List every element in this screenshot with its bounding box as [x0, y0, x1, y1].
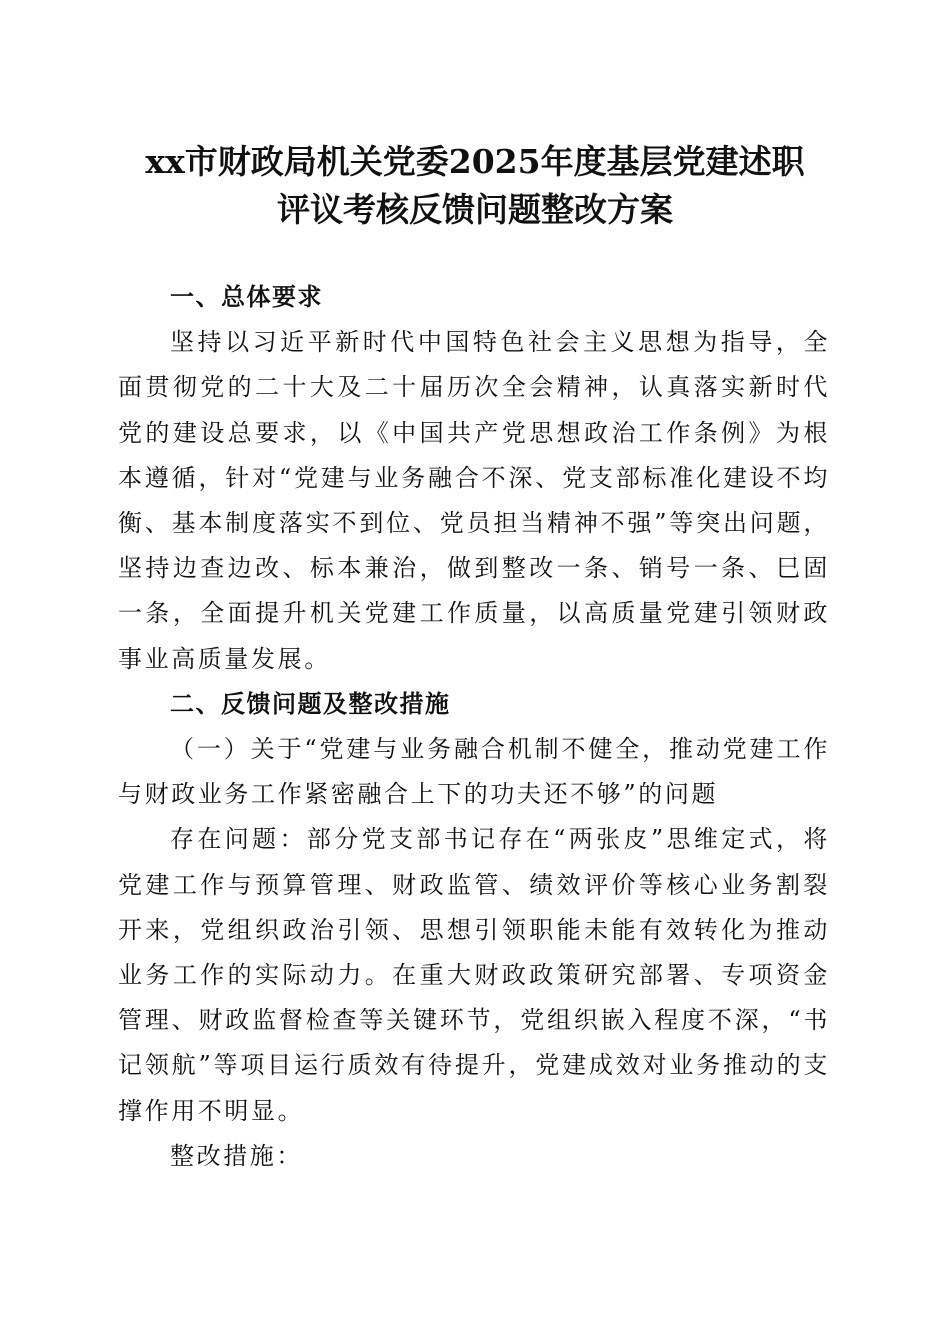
rectification-measures-label: 整改措施：	[170, 1141, 303, 1170]
document-body	[118, 275, 830, 1179]
section-heading-feedback-issues: 二、反馈问题及整改措施	[170, 689, 451, 718]
section-heading-general-requirements: 一、总体要求	[170, 283, 323, 311]
general-requirements-paragraph: 坚持以习近平新时代中国特色社会主义思想为指导，全面贯彻党的二十大及二十届历次全会精神，认真落实新时代党的建设总要求，以《中国共产党思想政治工作条例》为根本遵循，针对“党建与业务融合不深、党支部标准化建设不均衡、基本制度落实不到位、党员担当精神不强”等突出问题，坚持边查边改、标本兼治，做到整改一条、销号一条、巳固一条，全面提升机关党建工作质量，以高质量党建引领财政事业高质量发展。	[118, 328, 830, 673]
document-title	[100, 138, 850, 234]
subsection-heading-integration-issue: （一）关于“党建与业务融合机制不健全，推动党建工作与财政业务工作紧密融合上下的功夫还不够”的问题	[118, 735, 830, 809]
title-line-2: 评议考核反馈问题整改方案	[277, 190, 673, 229]
title-line-1: xx市财政局机关党委2025年度基层党建述职	[145, 142, 805, 181]
existing-problem-paragraph: 存在问题：部分党支部书记存在“两张皮”思维定式，将党建工作与预算管理、财政监管、绩效评价等核心业务割裂开来，党组织政治引领、思想引领职能未能有效转化为推动业务工作的实际动力。在重大财政政策研究部署、专项资金管理、财政监督检查等关键环节，党组织嵌入程度不深，“书记领航”等项目运行质效有待提升，党建成效对业务推动的支撑作用不明显。	[118, 825, 830, 1125]
